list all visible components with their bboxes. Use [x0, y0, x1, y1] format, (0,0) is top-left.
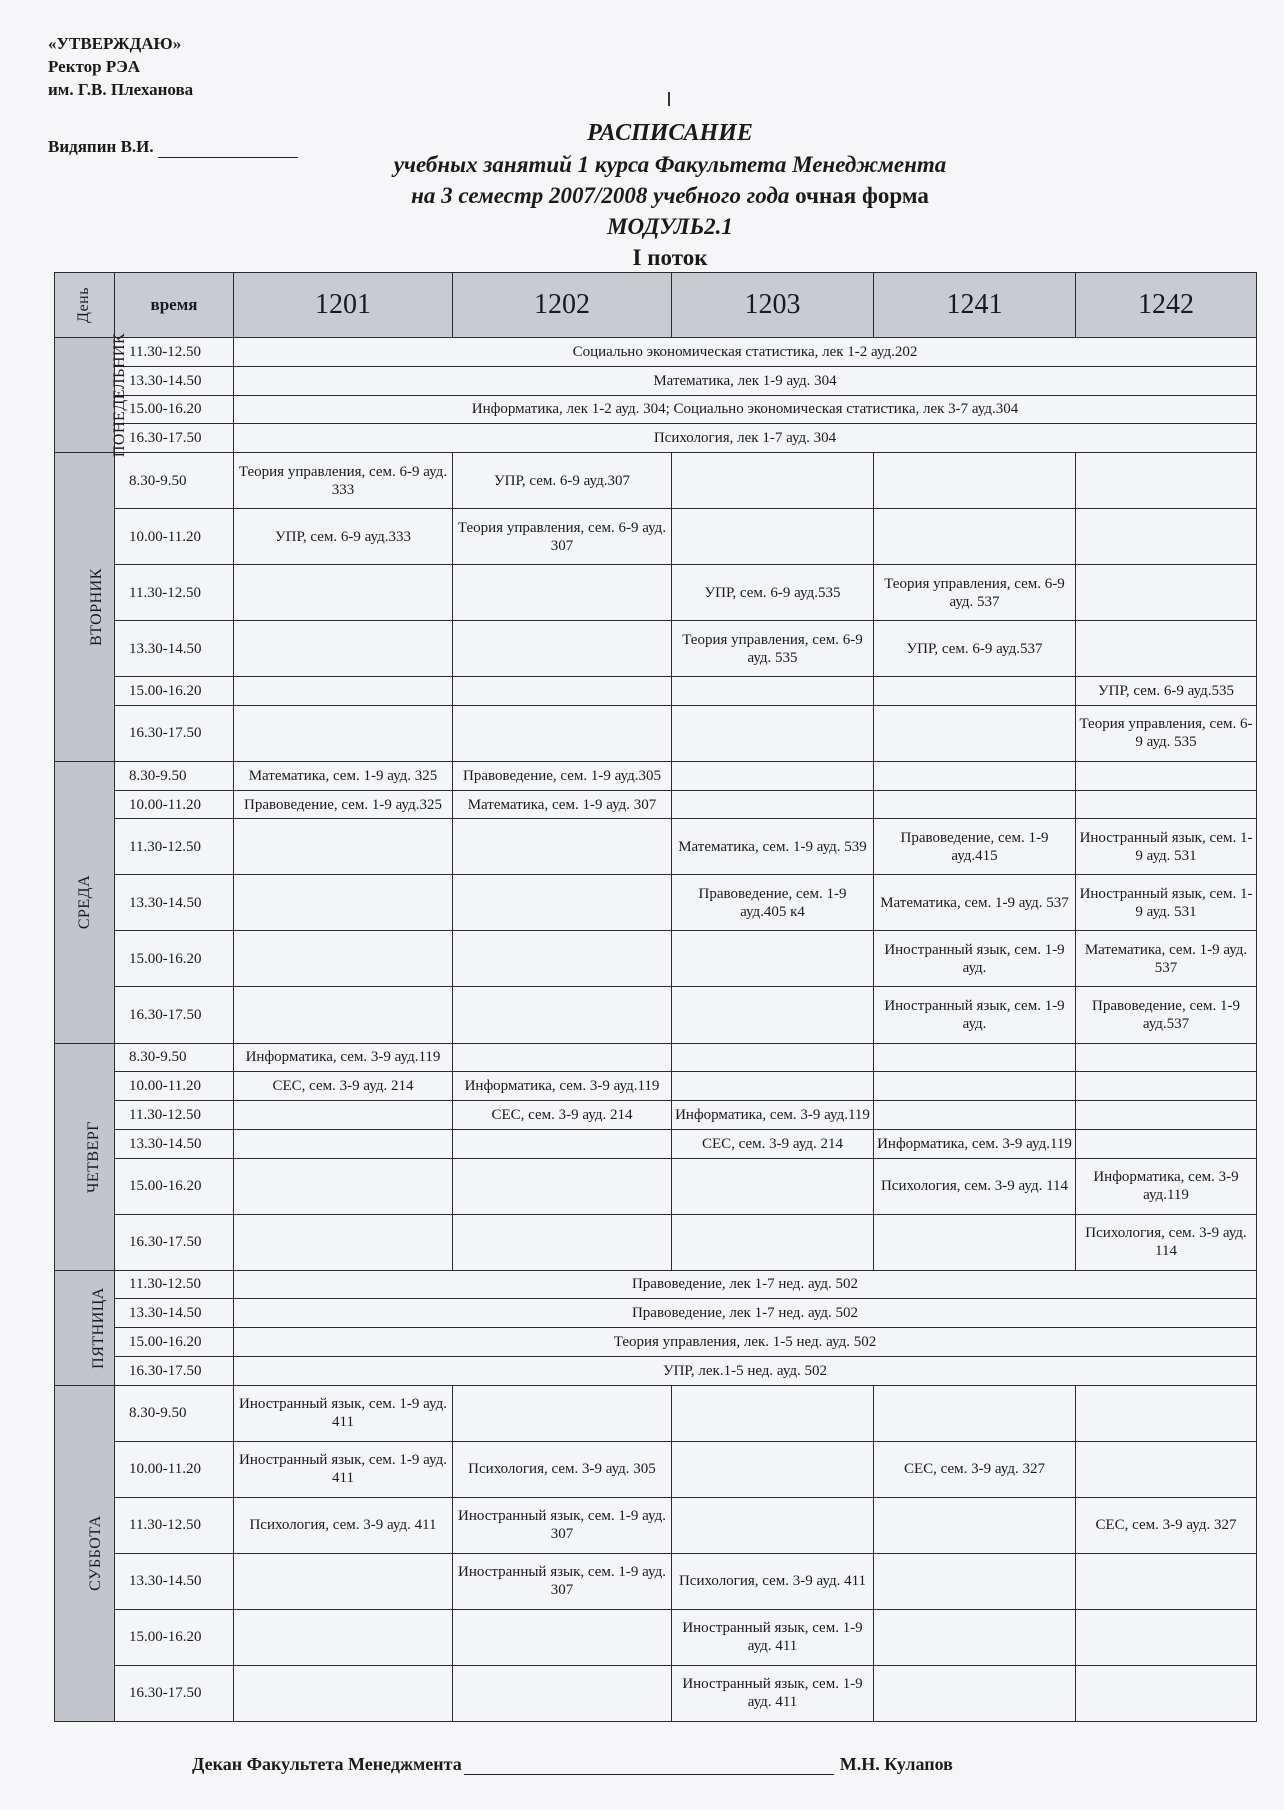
class-cell: Иностранный язык, сем. 1-9 ауд. [874, 931, 1076, 987]
schedule-row [55, 931, 1257, 987]
lecture-cell: Правоведение, лек 1-7 нед. ауд. 502 [234, 1299, 1257, 1328]
lecture-cell: Правоведение, лек 1-7 нед. ауд. 502 [234, 1270, 1257, 1299]
class-cell: Информатика, сем. 3-9 ауд.119 [1076, 1158, 1257, 1214]
class-cell: СЕС, сем. 3-9 ауд. 327 [1076, 1497, 1257, 1553]
lecture-cell: УПР, лек.1-5 нед. ауд. 502 [234, 1356, 1257, 1385]
lecture-cell: Информатика, лек 1-2 ауд. 304; Социально экономическая статистика, лек 3-7 ауд.304 [234, 395, 1257, 424]
class-cell [1076, 453, 1257, 509]
class-cell [453, 1609, 672, 1665]
class-cell [672, 1072, 874, 1101]
time-slot: 15.00-16.20 [115, 1158, 234, 1214]
time-slot: 8.30-9.50 [115, 1385, 234, 1441]
class-cell: Правоведение, сем. 1-9 ауд.305 [453, 761, 672, 790]
class-cell: Психология, сем. 3-9 ауд. 305 [453, 1441, 672, 1497]
class-cell [672, 931, 874, 987]
class-cell: УПР, сем. 6-9 ауд.537 [874, 621, 1076, 677]
class-cell: Математика, сем. 1-9 ауд. 539 [672, 819, 874, 875]
class-cell [672, 987, 874, 1043]
stream-label: I поток [632, 245, 708, 270]
day-label: ВТОРНИК [55, 453, 115, 762]
approval-signer-row [48, 135, 298, 158]
time-slot: 16.30-17.50 [115, 705, 234, 761]
dean-label: Декан Факультета Менеджмента [192, 1754, 462, 1774]
approval-heading: «УТВЕРЖДАЮ» [48, 34, 182, 53]
class-cell: Иностранный язык, сем. 1-9 ауд. 411 [672, 1609, 874, 1665]
class-cell [453, 1158, 672, 1214]
schedule-row [55, 1328, 1257, 1357]
class-cell: Психология, сем. 3-9 ауд. 114 [1076, 1214, 1257, 1270]
class-cell: УПР, сем. 6-9 ауд.307 [453, 453, 672, 509]
module-label: МОДУЛЬ2.1 [607, 214, 733, 239]
dean-signature-line [464, 1757, 834, 1775]
class-cell [874, 1043, 1076, 1072]
group-header: 1242 [1076, 273, 1257, 338]
class-cell [874, 509, 1076, 565]
class-cell [453, 931, 672, 987]
lecture-cell: Психология, лек 1-7 ауд. 304 [234, 424, 1257, 453]
document-title-block [300, 118, 1040, 273]
class-cell [672, 705, 874, 761]
class-cell [1076, 1665, 1257, 1721]
time-slot: 15.00-16.20 [115, 677, 234, 706]
class-cell: Иностранный язык, сем. 1-9 ауд. [874, 987, 1076, 1043]
time-slot: 13.30-14.50 [115, 1129, 234, 1158]
class-cell: Теория управления, сем. 6-9 ауд. 537 [874, 565, 1076, 621]
class-cell [672, 509, 874, 565]
schedule-row [55, 987, 1257, 1043]
class-cell: Теория управления, сем. 6-9 ауд. 333 [234, 453, 453, 509]
class-cell [234, 819, 453, 875]
class-cell: СЕС, сем. 3-9 ауд. 327 [874, 1441, 1076, 1497]
class-cell: Информатика, сем. 3-9 ауд.119 [874, 1129, 1076, 1158]
schedule-row [55, 875, 1257, 931]
class-cell: СЕС, сем. 3-9 ауд. 214 [234, 1072, 453, 1101]
class-cell [672, 1043, 874, 1072]
time-slot: 11.30-12.50 [115, 1101, 234, 1130]
class-cell [874, 1101, 1076, 1130]
class-cell: Правоведение, сем. 1-9 ауд.325 [234, 790, 453, 819]
class-cell [453, 1385, 672, 1441]
schedule-row [55, 1665, 1257, 1721]
class-cell [234, 931, 453, 987]
class-cell [874, 1553, 1076, 1609]
time-slot: 13.30-14.50 [115, 366, 234, 395]
class-cell [1076, 1072, 1257, 1101]
class-cell: Информатика, сем. 3-9 ауд.119 [672, 1101, 874, 1130]
class-cell [453, 1665, 672, 1721]
class-cell [453, 819, 672, 875]
class-cell [874, 1385, 1076, 1441]
class-cell [1076, 1553, 1257, 1609]
class-cell [234, 565, 453, 621]
class-cell: Математика, сем. 1-9 ауд. 537 [874, 875, 1076, 931]
schedule-table [54, 272, 1257, 1722]
class-cell [1076, 509, 1257, 565]
time-slot: 11.30-12.50 [115, 338, 234, 367]
day-label: ПОНЕДЕЛЬНИК [55, 338, 115, 453]
class-cell [672, 453, 874, 509]
time-slot: 10.00-11.20 [115, 1441, 234, 1497]
time-slot: 15.00-16.20 [115, 395, 234, 424]
class-cell: Психология, сем. 3-9 ауд. 411 [672, 1553, 874, 1609]
class-cell [453, 677, 672, 706]
class-cell [453, 875, 672, 931]
approval-block [48, 32, 298, 158]
schedule-row [55, 819, 1257, 875]
schedule-row [55, 338, 1257, 367]
time-slot: 16.30-17.50 [115, 1665, 234, 1721]
class-cell: Теория управления, сем. 6-9 ауд. 535 [1076, 705, 1257, 761]
class-cell: Иностранный язык, сем. 1-9 ауд. 531 [1076, 875, 1257, 931]
time-slot: 13.30-14.50 [115, 1299, 234, 1328]
class-cell [234, 875, 453, 931]
class-cell [234, 621, 453, 677]
time-slot: 10.00-11.20 [115, 509, 234, 565]
class-cell [234, 987, 453, 1043]
time-slot: 11.30-12.50 [115, 819, 234, 875]
class-cell [453, 565, 672, 621]
class-cell [672, 1158, 874, 1214]
class-cell: УПР, сем. 6-9 ауд.535 [1076, 677, 1257, 706]
class-cell [1076, 761, 1257, 790]
lecture-cell: Математика, лек 1-9 ауд. 304 [234, 366, 1257, 395]
class-cell [1076, 565, 1257, 621]
class-cell [453, 621, 672, 677]
time-slot: 15.00-16.20 [115, 1328, 234, 1357]
class-cell [453, 1129, 672, 1158]
class-cell [1076, 1385, 1257, 1441]
class-cell: Математика, сем. 1-9 ауд. 307 [453, 790, 672, 819]
group-header: 1203 [672, 273, 874, 338]
class-cell [234, 1158, 453, 1214]
class-cell: Теория управления, сем. 6-9 ауд. 307 [453, 509, 672, 565]
class-cell: Иностранный язык, сем. 1-9 ауд. 307 [453, 1553, 672, 1609]
class-cell: Правоведение, сем. 1-9 ауд.537 [1076, 987, 1257, 1043]
schedule-row [55, 1072, 1257, 1101]
class-cell [234, 1609, 453, 1665]
class-cell [874, 677, 1076, 706]
schedule-row [55, 1270, 1257, 1299]
class-cell: УПР, сем. 6-9 ауд.333 [234, 509, 453, 565]
class-cell [234, 677, 453, 706]
time-slot: 15.00-16.20 [115, 1609, 234, 1665]
class-cell: Иностранный язык, сем. 1-9 ауд. 307 [453, 1497, 672, 1553]
class-cell [874, 790, 1076, 819]
schedule-row [55, 565, 1257, 621]
schedule-row [55, 1553, 1257, 1609]
time-slot: 13.30-14.50 [115, 621, 234, 677]
class-cell [1076, 1043, 1257, 1072]
schedule-row [55, 1441, 1257, 1497]
class-cell: Психология, сем. 3-9 ауд. 411 [234, 1497, 453, 1553]
schedule-row [55, 1129, 1257, 1158]
class-cell [453, 1214, 672, 1270]
schedule-row [55, 509, 1257, 565]
schedule-row [55, 424, 1257, 453]
schedule-row [55, 1158, 1257, 1214]
schedule-row [55, 453, 1257, 509]
time-column-header: время [115, 273, 234, 338]
dean-name: М.Н. Кулапов [839, 1754, 953, 1774]
class-cell: СЕС, сем. 3-9 ауд. 214 [453, 1101, 672, 1130]
class-cell [672, 1441, 874, 1497]
time-slot: 13.30-14.50 [115, 875, 234, 931]
class-cell [672, 790, 874, 819]
class-cell: Правоведение, сем. 1-9 ауд.405 к4 [672, 875, 874, 931]
time-slot: 10.00-11.20 [115, 790, 234, 819]
class-cell [874, 1665, 1076, 1721]
class-cell [672, 1497, 874, 1553]
class-cell [874, 1072, 1076, 1101]
class-cell [453, 987, 672, 1043]
header-row [55, 273, 1257, 338]
class-cell [234, 705, 453, 761]
class-cell [1076, 1609, 1257, 1665]
schedule-row [55, 1385, 1257, 1441]
class-cell [672, 677, 874, 706]
lecture-cell: Теория управления, лек. 1-5 нед. ауд. 502 [234, 1328, 1257, 1357]
class-cell [1076, 621, 1257, 677]
time-slot: 15.00-16.20 [115, 931, 234, 987]
schedule-row [55, 621, 1257, 677]
time-slot: 11.30-12.50 [115, 565, 234, 621]
schedule-row [55, 1043, 1257, 1072]
class-cell: Теория управления, сем. 6-9 ауд. 535 [672, 621, 874, 677]
schedule-row [55, 366, 1257, 395]
group-header: 1241 [874, 273, 1076, 338]
schedule-row [55, 705, 1257, 761]
tick-mark [668, 92, 670, 106]
schedule-row [55, 761, 1257, 790]
semester-text: на 3 семестр 2007/2008 учебного года [411, 183, 790, 208]
document-title: РАСПИСАНИЕ [587, 120, 753, 146]
class-cell: Иностранный язык, сем. 1-9 ауд. 531 [1076, 819, 1257, 875]
time-slot: 11.30-12.50 [115, 1497, 234, 1553]
class-cell [1076, 1101, 1257, 1130]
schedule-row [55, 395, 1257, 424]
time-slot: 8.30-9.50 [115, 761, 234, 790]
approval-institution: им. Г.В. Плеханова [48, 80, 194, 99]
class-cell: Информатика, сем. 3-9 ауд.119 [453, 1072, 672, 1101]
approval-signer: Видяпин В.И. [48, 137, 154, 156]
class-cell: Иностранный язык, сем. 1-9 ауд. 411 [234, 1441, 453, 1497]
class-cell: Правоведение, сем. 1-9 ауд.415 [874, 819, 1076, 875]
class-cell: Математика, сем. 1-9 ауд. 537 [1076, 931, 1257, 987]
time-slot: 8.30-9.50 [115, 1043, 234, 1072]
class-cell: Психология, сем. 3-9 ауд. 114 [874, 1158, 1076, 1214]
document-subtitle: учебных занятий 1 курса Факультета Менеджмента [393, 152, 947, 177]
class-cell [672, 1214, 874, 1270]
class-cell [234, 1214, 453, 1270]
class-cell [453, 705, 672, 761]
class-cell [234, 1553, 453, 1609]
day-label: ЧЕТВЕРГ [55, 1043, 115, 1270]
class-cell: Информатика, сем. 3-9 ауд.119 [234, 1043, 453, 1072]
schedule-row [55, 1609, 1257, 1665]
class-cell [874, 1214, 1076, 1270]
class-cell [234, 1101, 453, 1130]
time-slot: 16.30-17.50 [115, 424, 234, 453]
class-cell: УПР, сем. 6-9 ауд.535 [672, 565, 874, 621]
schedule-row [55, 1214, 1257, 1270]
schedule-row [55, 1101, 1257, 1130]
class-cell [874, 1497, 1076, 1553]
class-cell [874, 761, 1076, 790]
class-cell: СЕС, сем. 3-9 ауд. 214 [672, 1129, 874, 1158]
schedule-row [55, 677, 1257, 706]
class-cell [672, 761, 874, 790]
day-label: СРЕДА [55, 761, 115, 1043]
schedule-row [55, 1356, 1257, 1385]
class-cell: Иностранный язык, сем. 1-9 ауд. 411 [234, 1385, 453, 1441]
time-slot: 16.30-17.50 [115, 1214, 234, 1270]
class-cell: Математика, сем. 1-9 ауд. 325 [234, 761, 453, 790]
lecture-cell: Социально экономическая статистика, лек 1-2 ауд.202 [234, 338, 1257, 367]
class-cell [1076, 1441, 1257, 1497]
time-slot: 16.30-17.50 [115, 987, 234, 1043]
approval-position: Ректор РЭА [48, 57, 141, 76]
class-cell [874, 453, 1076, 509]
class-cell [1076, 790, 1257, 819]
schedule-row [55, 1299, 1257, 1328]
class-cell: Иностранный язык, сем. 1-9 ауд. 411 [672, 1665, 874, 1721]
day-column-header: День [55, 273, 115, 338]
class-cell [672, 1385, 874, 1441]
document-semester [300, 180, 1040, 211]
signature-line [158, 141, 298, 158]
footer-signature [192, 1754, 953, 1775]
schedule-row [55, 790, 1257, 819]
class-cell [874, 1609, 1076, 1665]
schedule-row [55, 1497, 1257, 1553]
class-cell [1076, 1129, 1257, 1158]
day-label: СУББОТА [55, 1385, 115, 1721]
time-slot: 13.30-14.50 [115, 1553, 234, 1609]
time-slot: 8.30-9.50 [115, 453, 234, 509]
day-label: ПЯТНИЦА [55, 1270, 115, 1385]
time-slot: 16.30-17.50 [115, 1356, 234, 1385]
group-header: 1202 [453, 273, 672, 338]
study-form: очная форма [795, 183, 929, 208]
class-cell [874, 705, 1076, 761]
class-cell [234, 1129, 453, 1158]
class-cell [234, 1665, 453, 1721]
group-header: 1201 [234, 273, 453, 338]
time-slot: 11.30-12.50 [115, 1270, 234, 1299]
time-slot: 10.00-11.20 [115, 1072, 234, 1101]
class-cell [453, 1043, 672, 1072]
